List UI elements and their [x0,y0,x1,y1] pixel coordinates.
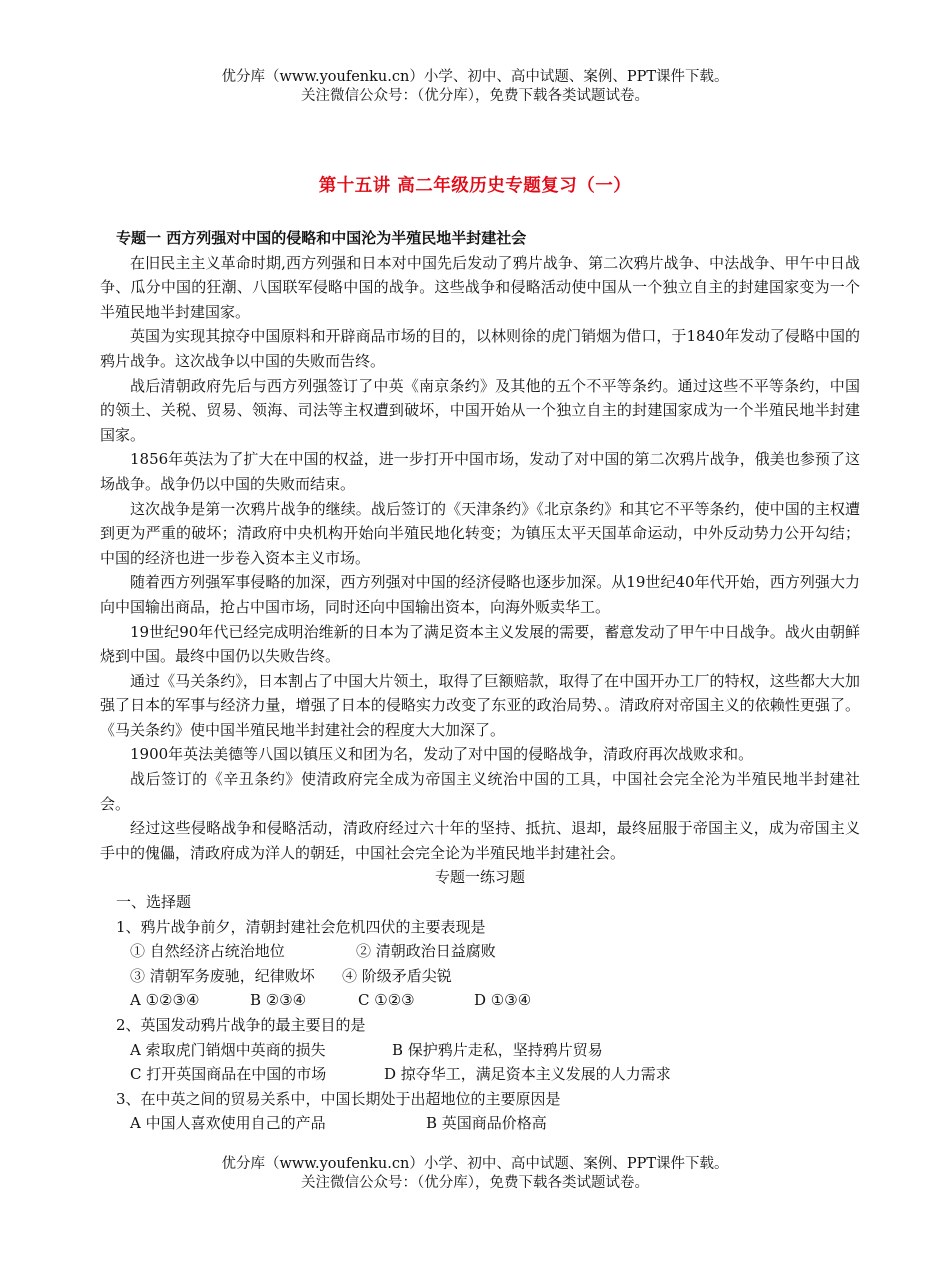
paragraph: 经过这些侵略战争和侵略活动，清政府经过六十年的坚持、抵抗、退却，最终屈服于帝国主义，成为帝国主义手中的傀儡，清政府成为洋人的朝廷，中国社会完全论为半殖民地半封建社会。 [100,819,860,862]
question-1-items-row-1 [100,939,860,964]
header-line-1: 优分库（www.youfenku.cn）小学、初中、高中试题、案例、PPT课件下载。 [221,69,729,85]
q1-item-2: ② 清朝政治日益腐败 [356,942,496,961]
q2-option-a: A 索取虎门销烟中英商的损失 [130,1040,326,1059]
q2-option-c: C 打开英国商品在中国的市场 [130,1065,327,1084]
lecture-title: 第十五讲 高二年级历史专题复习（一） [318,176,632,196]
q3-option-b: B 英国商品价格高 [426,1114,547,1133]
paragraph: 这次战争是第一次鸦片战争的继续。战后签订的《天津条约》《北京条约》和其它不平等条约，使中国的主权遭到更为严重的破坏；清政府中央机构开始向半殖民地化转变；为镇压太平天国革命运动，中外反动势力公开勾结；中国的经济也进一步卷入资本主义市场。 [100,499,860,567]
footer-line-2: 关注微信公众号：（优分库），免费下载各类试题试卷。 [301,1175,649,1191]
paragraph: 战后清朝政府先后与西方列强签订了中英《南京条约》及其他的五个不平等条约。通过这些不平等条约，中国的领土、关税、贸易、领海、司法等主权遭到破坏，中国开始从一个独立自主的封建国家成为一个半殖民地半封建国家。 [100,376,860,444]
section-title: 专题一 西方列强对中国的侵略和中国沦为半殖民地半封建社会 [116,229,527,247]
page-header [0,68,950,106]
q2-option-b: B 保护鸦片走私，坚持鸦片贸易 [392,1040,603,1059]
paragraph: 1900年英法美德等八国以镇压义和团为名，发动了对中国的侵略战争，清政府再次战败求和。 [130,745,754,764]
paragraph: 随着西方列强军事侵略的加深，西方列强对中国的经济侵略也逐步加深。从19世纪40年代开始，西方列强大力向中国输出商品，抢占中国市场，同时还向中国输出资本，向海外贩卖华工。 [100,573,860,616]
document-body [100,226,860,1136]
exercise-part: 一、选择题 [116,893,192,912]
exercise-heading: 专题一练习题 [434,868,525,887]
question-1-options [100,988,860,1013]
q1-item-4: ④ 阶级矛盾尖锐 [342,966,452,985]
question-3-options-row-1 [100,1111,860,1136]
question-2-options-row-2 [100,1062,860,1087]
question-2-stem: 2、英国发动鸦片战争的最主要目的是 [116,1016,366,1034]
question-1-stem: 1、鸦片战争前夕，清朝封建社会危机四伏的主要表现是 [116,917,486,936]
q1-option-c: C ①②③ [358,991,415,1010]
paragraph: 通过《马关条约》，日本割占了中国大片领土，取得了巨额赔款，取得了在中国开办工厂的特权，这些都大大加强了日本的军事与经济力量，增强了日本的侵略实力改变了东亚的政治局势、。清政府对帝国主义的依赖性更强了。《马关条约》使中国半殖民地半封建社会的程度大大加深了。 [100,671,860,739]
q1-option-a: A ①②③④ [130,991,200,1010]
paragraph: 19世纪90年代已经完成明治维新的日本为了满足资本主义发展的需要，蓄意发动了甲午中日战争。战火由朝鲜烧到中国。最终中国仍以失败告终。 [100,622,860,666]
q3-option-a: A 中国人喜欢使用自己的产品 [130,1114,326,1133]
paragraph: 在旧民主主义革命时期,西方列强和日本对中国先后发动了鸦片战争、第二次鸦片战争、中法战争、甲午中日战争、瓜分中国的狂潮、八国联军侵略中国的战争。这些战争和侵略活动使中国从一个独立自主的封建国家变为一个半殖民地半封建国家。 [100,253,860,321]
q1-item-1: ① 自然经济占统治地位 [130,942,285,961]
q1-item-3: ③ 清朝军务废驰，纪律败坏 [130,966,315,985]
q2-option-d: D 掠夺华工，满足资本主义发展的人力需求 [384,1065,671,1084]
q1-option-b: B ②③④ [250,991,307,1010]
question-1-items-row-2 [100,964,860,989]
page-footer [0,1155,950,1193]
footer-line-1: 优分库（www.youfenku.cn）小学、初中、高中试题、案例、PPT课件下载。 [221,1156,729,1172]
question-2-options-row-1 [100,1038,860,1063]
header-line-2: 关注微信公众号：（优分库），免费下载各类试题试卷。 [301,88,649,104]
paragraph: 英国为实现其掠夺中国原料和开辟商品市场的目的，以林则徐的虎门销烟为借口，于1840年发动了侵略中国的鸦片战争。这次战争以中国的失败而告终。 [100,327,860,370]
question-3-stem: 3、在中英之间的贸易关系中，中国长期处于出超地位的主要原因是 [116,1089,561,1108]
q1-option-d: D ①③④ [474,991,532,1010]
paragraph: 战后签订的《辛丑条约》使清政府完全成为帝国主义统治中国的工具，中国社会完全沦为半殖民地半封建社会。 [100,770,860,813]
paragraph: 1856年英法为了扩大在中国的权益，进一步打开中国市场，发动了对中国的第二次鸦片战争，俄美也参预了这场战争。战争仍以中国的失败而结束。 [100,450,860,493]
